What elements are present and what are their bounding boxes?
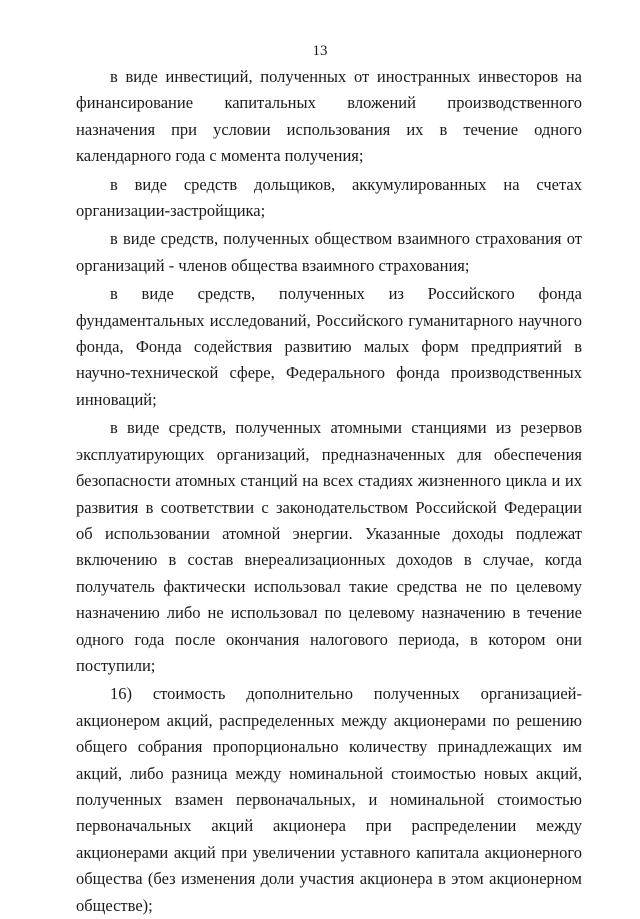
paragraph-mutual-insurance: в виде средств, полученных обществом взаимного страхования от организаций - членов общества взаимного страхования; — [76, 229, 582, 275]
page-number: 13 — [312, 43, 328, 59]
paragraph-item-16: 16) стоимость дополнительно полученных организацией-акционером акций, распределенных между акционерами по решению общего собрания пропорционально количеству принадлежащих им акций, либо разница между номинальной стоимостью новых акций, полученных взамен первоначальных, и номинальной стоимостью первоначальных акций акционера при распределении между акционерами акций при увеличении уставного капитала акционерного общества (без изменения доли участия акционера в этом акционерном обществе); — [76, 684, 582, 915]
paragraph-nuclear-stations: в виде средств, полученных атомными станциями из резервов эксплуатирующих организаций, предназначенных для обеспечения безопасности атомных станций на всех стадиях жизненного цикла и их развития в соответствии с законодательством Российской Федерации об использовании атомной энергии. Указанные доходы подлежат включению в состав внереализационных доходов в случае, когда получатель фактически использовал такие средства не по целевому назначению либо не использовал по целевому назначению в течение одного года после окончания налогового периода, в котором они поступили; — [76, 418, 582, 675]
paragraph-science-funds: в виде средств, полученных из Российского фонда фундаментальных исследований, Российского гуманитарного научного фонда, Фонда содействия развитию малых форм предприятий в научно-технической сфере, Федерального фонда производственных инноваций; — [76, 284, 582, 409]
paragraph-shareholders-funds: в виде средств дольщиков, аккумулированных на счетах организации-застройщика; — [76, 174, 582, 221]
paragraph-investments: в виде инвестиций, полученных от иностранных инвесторов на финансирование капитальных вложений производственного назначения при условии использования их в течение одного календарного года с момента получения; — [76, 67, 582, 166]
document-body — [76, 64, 582, 919]
